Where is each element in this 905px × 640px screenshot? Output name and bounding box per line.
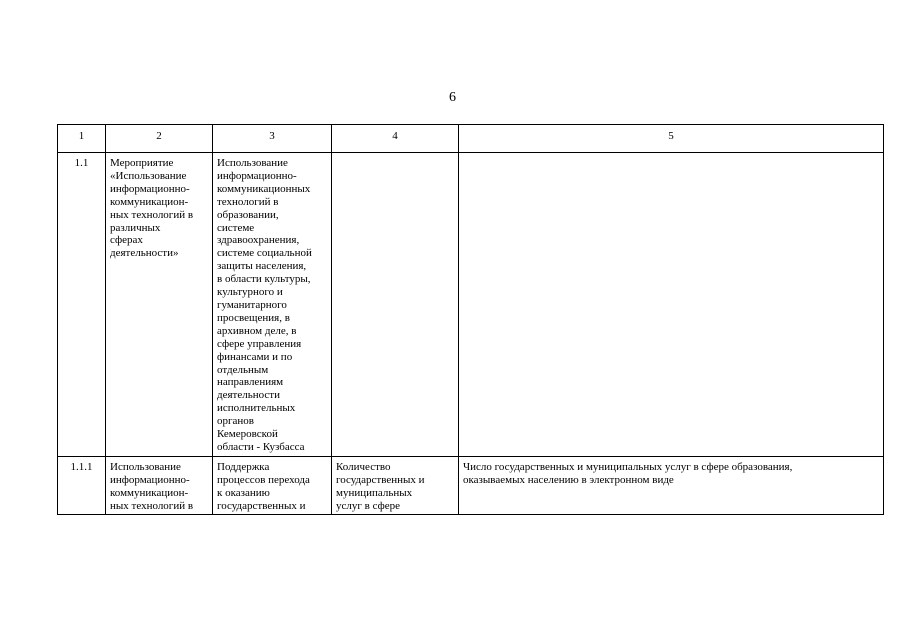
- column-header: 3: [213, 125, 332, 153]
- indicator-cell: Количество государственных и муниципальных услуг в сфере: [332, 456, 459, 515]
- table-row: [58, 153, 884, 457]
- row-number-cell: 1.1.1: [58, 456, 106, 515]
- column-header: 1: [58, 125, 106, 153]
- indicator-detail-cell: Число государственных и муниципальных услуг в сфере образования, оказываемых населению в электронном виде: [459, 456, 884, 515]
- table-row: [58, 456, 884, 515]
- description-cell: Поддержка процессов перехода к оказанию государственных и: [213, 456, 332, 515]
- description-cell: Использование информационно- коммуникационных технологий в образовании, системе здравоохранения, системе социальной защиты населения, в области культуры, культурного и гуманитарного просвещения, в архивном деле, в сфере управления финансами и по отдельным направлениям деятельности исполнительных органов Кемеровской области - Кузбасса: [213, 153, 332, 457]
- table-header-row: [58, 125, 884, 153]
- row-number-cell: 1.1: [58, 153, 106, 457]
- activity-name-cell: Мероприятие «Использование информационно- коммуникацион- ных технологий в различных сферах деятельности»: [106, 153, 213, 457]
- indicator-cell: [332, 153, 459, 457]
- indicator-detail-cell: [459, 153, 884, 457]
- activity-name-cell: Использование информационно- коммуникацион- ных технологий в: [106, 456, 213, 515]
- page-number: 6: [449, 90, 456, 105]
- column-header: 4: [332, 125, 459, 153]
- program-table: [57, 124, 884, 515]
- column-header: 5: [459, 125, 884, 153]
- column-header: 2: [106, 125, 213, 153]
